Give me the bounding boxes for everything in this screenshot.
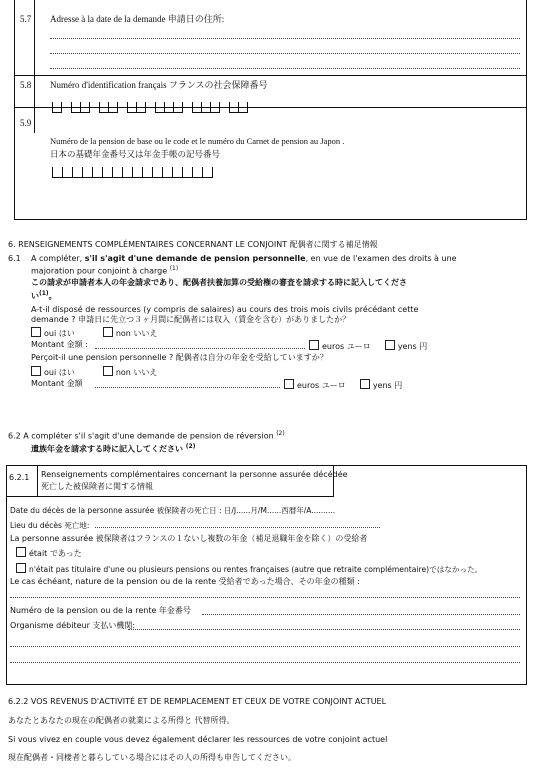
was-checkbox[interactable]	[16, 547, 26, 557]
s57-number: 5.7	[20, 14, 32, 24]
death-place-label: Lieu du décès 死亡地:	[10, 521, 90, 530]
address-line-1[interactable]	[50, 38, 520, 39]
q2-label: Perçoit-il une pension personnelle ? 配偶者は自分の年金を受給していますか？	[31, 353, 328, 362]
was-not-checkbox[interactable]	[16, 563, 26, 573]
s622-heading: 6.2.2 VOS REVENUS D'ACTIVITÉ ET DE REMPLACEMENT ET CEUX DE VOTRE CONJOINT ACTUEL	[8, 697, 387, 706]
japan-pension-boxes[interactable]	[52, 167, 213, 178]
p61-jp-line1: この請求が申請者本人の年金請求であり、配偶者扶養加算の受給権の審査を請求する時に記入してくださ	[31, 278, 407, 287]
q2-options: oui はい non いいえ	[31, 366, 157, 378]
p61-line2: majoration pour conjoint à charge $^{(1)}$	[31, 265, 179, 276]
section-5-divider	[34, 0, 35, 133]
nature-label: Le cas échéant, nature de la pension ou de la rente 受給者であった場合、その年金の種類 :	[10, 577, 360, 586]
montant2-field[interactable]	[95, 387, 280, 388]
q1-line2: demande ? 申請日に先立つ３ヶ月間に配偶者には収入（賃金を含む）がありましたか？	[31, 315, 351, 324]
address-line-3[interactable]	[50, 68, 520, 69]
montant1-euros-checkbox[interactable]	[309, 340, 319, 350]
montant1-currency: euros ユーロ yens 円	[309, 340, 427, 352]
box-621-title-fr: Renseignements complémentaires concernant la personne assurée décédée	[41, 470, 348, 479]
s59-number: 5.9	[20, 118, 32, 128]
q2-no-checkbox[interactable]	[103, 366, 113, 376]
s622-jp1: あなたとあなたの現在の配偶者の就業による所得と 代替所得。	[8, 716, 235, 725]
pension-number-label: Numéro de la pension ou de la rente 年金番号	[10, 606, 191, 615]
montant1-label: Montant 金額 :	[31, 340, 88, 349]
address-line-2[interactable]	[50, 53, 520, 54]
organism-field-1[interactable]	[128, 629, 520, 630]
section-6-title: 6. RENSEIGNEMENTS COMPLÉMENTAIRES CONCERNANT LE CONJOINT 配偶者に関する補足情報	[8, 240, 378, 249]
box-621-number: 6.2.1	[9, 473, 30, 482]
section-5-hline-1	[14, 75, 527, 76]
q1-no-checkbox[interactable]	[103, 327, 113, 337]
montant1-field[interactable]	[95, 348, 305, 349]
was-not-option: n'était pas titulaire d'une ou plusieurs pensions ou rentes françaises (autre que retraite complémentaire)ではなかった。	[16, 563, 482, 575]
was-option: était であった	[16, 547, 82, 559]
q1-options	[31, 327, 157, 339]
p61-line1: A compléter, s'il s'agit d'une demande de pension personnelle, en vue de l'examen des droits à une	[31, 254, 457, 263]
box-621-title-jp: 死亡した被保険者に関する情報	[41, 482, 153, 491]
p61-number: 6.1	[8, 254, 21, 263]
q1-yes-checkbox[interactable]	[31, 327, 41, 337]
p62-fr: 6.2 A compléter s'il s'agit d'une demande de pension de réversion $^{(2)}$	[8, 430, 285, 441]
q1-no-label: non いいえ	[115, 329, 158, 338]
montant2-currency: euros ユーロ yens 円	[284, 379, 402, 391]
s58-label: Numéro d'identification français フランスの社会保障番号	[50, 80, 268, 90]
q1-yes-label: oui はい	[44, 329, 75, 338]
organism-field-3[interactable]	[10, 662, 520, 663]
montant1-yens-checkbox[interactable]	[385, 340, 395, 350]
s59-label-fr: Numéro de la pension de base ou le code et le numéro du Carnet de pension au Japon .	[50, 136, 345, 146]
p62-jp: 遺族年金を請求する時に記入してください $^{(2)}$	[31, 443, 196, 454]
french-id-boxes[interactable]	[52, 102, 248, 113]
montant2-label: Montant 金額	[31, 379, 83, 388]
organism-field-2[interactable]	[10, 646, 520, 647]
box-621-frame	[6, 465, 527, 685]
s57-label: Adresse à la date de la demande 申請日の住所:	[50, 14, 225, 24]
s622-fr2: Si vous vivez en couple vous devez également déclarer les ressources de votre conjoint actuel	[8, 735, 388, 744]
death-place-field[interactable]	[95, 527, 380, 528]
pension-number-field[interactable]	[202, 614, 520, 615]
beneficiary-label: La personne assurée 被保険者はフランスの１ないし複数の年金（補足退職年金を除く）の受給者	[10, 534, 368, 543]
montant2-euros-checkbox[interactable]	[284, 379, 294, 389]
q2-yes-checkbox[interactable]	[31, 366, 41, 376]
death-date-label: Date du décès de la personne assurée 被保険者の死亡日 : 日/J......月/M......西暦年/A..........	[10, 506, 336, 515]
s622-jp2: 現在配偶者・同棲者と暮らしている場合にはその人の所得も申告してください。	[8, 753, 296, 762]
nature-field[interactable]	[10, 597, 520, 598]
montant2-yens-checkbox[interactable]	[360, 379, 370, 389]
box-621-num-divider	[37, 465, 38, 497]
organism-label: Organisme débiteur 支払い機関:	[10, 621, 136, 630]
s58-number: 5.8	[20, 80, 32, 90]
p61-jp-line2: い$^{(1)}$。	[31, 290, 57, 301]
s59-label-jp: 日本の基礎年金番号又は年金手帳の記号番号	[50, 149, 221, 159]
q1-line1: A-t-il disposé de ressources (y compris de salaires) au cours des trois mois civils précédant cette	[31, 305, 419, 314]
